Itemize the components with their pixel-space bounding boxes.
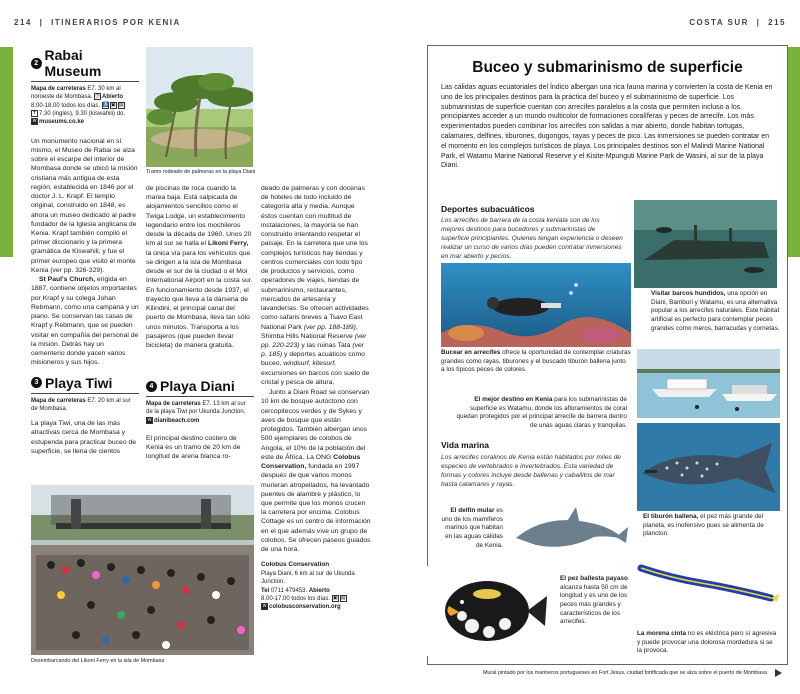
left-header	[14, 18, 181, 27]
tel-label: Tel	[261, 587, 270, 594]
wreck-caption-text: una opción en Diani, Bamburi y Watamu, es una alternativa popular a los arrecifes naturales. Este hábitat artificial es perfecto para contemplar peces grandes como meros, barracudas y cornetas.	[651, 290, 780, 332]
right-header-title: COSTA SUR	[689, 18, 749, 27]
reef-diver-photo	[441, 263, 631, 347]
guide-icon: ▤	[118, 101, 124, 108]
diani-location: E7. 13 km al sur de la playa Tiwi por Ukunda Junction.	[146, 401, 246, 416]
diani-web-link[interactable]: dianibeach.com	[154, 417, 200, 424]
vida-marina-heading: Vida marina	[441, 440, 490, 450]
vida-marina-intro: Los arrecifes coralinos de Kenia están habitados por miles de especies de vertebrados e invertebrados. Esta variedad de formas y colores incluye desde ballenas y caballitos de mar hasta calamares y rayas.	[441, 454, 621, 489]
left-page-number: 214	[14, 18, 32, 27]
reef-caption-text: ofrece la oportunidad de contemplar criaturas grandes como rayas, tiburones y el buscado tiburón ballena junto a los típicos peces de colores.	[441, 349, 631, 374]
church-icon: ✝	[32, 109, 37, 116]
whale-shark-caption-text: el pez más grande del planeta, es inofensivo pues se alimenta de plancton.	[643, 513, 764, 538]
rabai-hours: 8.00-18.00 todos los días.	[31, 102, 101, 109]
col3-text-c: , Shimba Hills National Reserve	[261, 323, 358, 340]
col3-ref-2: (ver pp. 220-223)	[261, 332, 367, 349]
colobus-hours: 8.00-17.00 todos los días.	[261, 596, 331, 603]
rabai-heading	[31, 47, 139, 79]
mural-caption-text: Mural pintado por los marineros portugueses en Fort Jesus, ciudad fortificada que se alza sobre el puerto de Mombasa	[482, 670, 767, 676]
reef-caption	[441, 349, 631, 375]
col3-text-i: excursiones en barcos con suelo de cristal y pesca de altura.	[261, 369, 370, 386]
shipwreck-photo	[634, 200, 777, 288]
moray-caption	[637, 630, 777, 656]
left-header-title: ITINERARIOS POR KENIA	[51, 18, 181, 27]
palm-caption: Tramo rodeado de palmeras en la playa Diani	[146, 169, 256, 175]
tiwi-body	[31, 419, 139, 456]
tiwi-title: Playa Tiwi	[45, 374, 113, 391]
rabai-service: 7.30 (inglés), 9.30 (kiswahili) do.	[39, 111, 126, 118]
watamu-caption-bold: El mejor destino en Kenia	[474, 396, 553, 403]
right-header-sep: |	[756, 18, 761, 27]
colobus-open: Abierto	[308, 587, 330, 594]
triggerfish-photo	[427, 566, 555, 656]
diani-number-badge: 4	[146, 381, 157, 392]
ferry-photo	[31, 485, 254, 655]
diani-section	[146, 378, 254, 462]
moray-caption-bold: La morena cinta	[637, 630, 687, 637]
triggerfish-caption	[560, 575, 630, 627]
colobus-info	[261, 561, 371, 611]
col3-sports-italic: windsurf, kitesurf,	[283, 360, 337, 368]
palm-beach-photo	[146, 47, 253, 167]
col2-body	[146, 184, 254, 350]
col3-text-a: deado de palmeras y con docenas de hoteles de todo incluido de categoría alta y media. Aunque éstos cuentan con multitud de instalaciones, la mayoría se han construido intentando respetar el paisaje. En la carretera que une los complejos turísticos hay tiendas y centros comerciales con todo tipo de productos y servicios, como operadores de viajes, tiendas de submarinismo, restaurantes, mercados de artesanía y lavanderías. Se ofrecen actividades como safaris breves a Tsavo East National Park	[261, 185, 369, 331]
rabai-title: Rabai Museum	[44, 47, 102, 79]
moray-caption-text: no es eléctrica pero sí agresiva y puede provocar una dolorosa mordedura si se la provoca.	[637, 630, 777, 655]
wreck-caption	[651, 290, 781, 333]
st-pauls-bold: St Paul's Church,	[39, 276, 96, 284]
next-page-arrow-icon	[775, 669, 782, 677]
dolphin-caption	[441, 507, 503, 550]
diani-body	[146, 434, 254, 462]
triggerfish-caption-text: alcanza hasta 50 cm de longitud y es uno de los peces más grandes y característicos de los arrecifes.	[560, 583, 628, 626]
guide-icon: ▤	[340, 595, 346, 601]
right-page-number: 215	[768, 18, 786, 27]
colobus-bold: Colobus Conservation,	[261, 453, 361, 471]
diani-heading	[146, 378, 254, 394]
col3-body	[261, 184, 371, 612]
rabai-web-link[interactable]: museums.co.ke	[39, 119, 85, 126]
dolphin-photo	[506, 493, 631, 565]
right-green-tab	[787, 47, 800, 257]
rabai-body	[31, 137, 139, 368]
tiwi-heading	[31, 375, 139, 391]
moray-eel-photo	[631, 548, 781, 628]
diani-title: Playa Diani	[160, 378, 235, 394]
likoni-ferry-bold: Likoni Ferry,	[207, 240, 249, 248]
colobus-info-title: Colobus Conservation	[261, 561, 330, 569]
shop-icon: ▣	[110, 101, 116, 108]
colobus-phone[interactable]: 0711 479453.	[269, 587, 308, 594]
watamu-caption	[451, 396, 627, 431]
tiwi-rule	[31, 393, 139, 394]
rabai-number-badge: 2	[31, 58, 42, 69]
col3-p2-c: fundada en 1997 después de que varios monos murieran atropellados, ha levantado puentes de alambre y plástico, lo que permite que los monos crucen la carretera por encima. Colobus Cottage es un centro de información en el que además vive un grupo de colobos. Se ofrecen paseos guiados de una hora.	[261, 463, 371, 554]
colobus-location: Playa Diani, 6 km al sur de Ukunda Junction.	[261, 571, 355, 586]
rabai-open-label: Abierto	[102, 94, 124, 101]
col2-text-a: de piscinas de roca cuando la marea baja. Está salpicada de alojamientos sencillos como el Twiga Lodge, un establecimiento legendario entre los mochileros desde la década de 1960. Unos 20 km al sur se halla el	[146, 185, 252, 248]
tiwi-paragraph: La playa Tiwi, una de las más atractivas cerca de Mombasa y estupenda para practicar buceo de superficie, se llena de cientos	[31, 420, 137, 455]
tiwi-info	[31, 397, 139, 414]
rabai-section	[31, 47, 139, 456]
diani-paragraph: El principal destino costero de Kenia es un tramo de 20 km de longitud de arena blanca ro-	[146, 434, 241, 461]
col3-ref-3: (ver p. 185)	[261, 341, 365, 359]
rabai-location: E7. 30 km al noroeste de Mombasa.	[31, 86, 121, 101]
rabai-paragraph-2: erigida en 1887, contiene objetos importantes por Krapf y su colega Johan Rebmann, como una campana y un piano. Se conservan las casas de Krapf y Rebmann, que se pueden visitar en compañía del personal de la misión. Detrás hay un cementerio donde yacen varios misioneros y sus hijos.	[31, 276, 139, 367]
reef-caption-bold: Bucear en arrecifes	[441, 349, 501, 356]
tiwi-map-label: Mapa de carreteras	[31, 397, 86, 404]
rabai-info	[31, 85, 139, 127]
web-icon: w	[262, 603, 267, 610]
whale-shark-photo	[637, 423, 780, 511]
tiwi-location: E7. 20 km al sur de Mombasa.	[31, 397, 131, 412]
col3-ref-1: (ver pp. 188-189)	[303, 323, 356, 331]
wreck-caption-bold: Visitar barcos hundidos,	[651, 290, 726, 297]
boats-photo	[637, 349, 780, 418]
diani-map-label: Mapa de carreteras	[146, 401, 201, 407]
ferry-caption: Desembarcando del Likoni Ferry en la isla de Mombasa	[31, 658, 165, 664]
rabai-paragraph-1: Un monumento nacional en sí mismo, el Museo de Rabai se alza sobre el escarpe del interior de Mombasa donde se ubicó la misión cristiana más antigua de esta región, establecida en 1846 por el doctor J. L. Krapf. El templo original, construido en 1848, es ahora un museo dedicado al padre fundador de la Iglesia anglicana de Kenia. Krapf también compiló el primer diccionario y la primera gramática de Kiswahili, y fue el primer europeo que visitó el monte Kenia (ver pp. 326-329).	[31, 137, 138, 274]
tiwi-number-badge: 3	[31, 377, 42, 388]
shop-icon: ▣	[332, 595, 338, 601]
dolphin-caption-bold: El delfín mular	[450, 507, 495, 514]
clock-icon: ◷	[95, 93, 100, 100]
col3-text-e: y las ruinas Tata	[299, 341, 353, 349]
left-green-tab	[0, 47, 13, 257]
diani-rule	[146, 396, 254, 397]
box-intro: Las cálidas aguas ecuatoriales del Índico albergan una rica fauna marina y convierten la costa de Kenia en uno de los principales destinos para la práctica del buceo y el submarinismo de superficie. Los submarinistas de superficie cuentan con arrecifes paralelos a la costa que permiten incluso a los principiantes acceder a un mundo multicolor de formaciones coralíferas y peces de arrecife. Los más experimentados pueden combinar los arrecifes con salidas a mar abierto, donde habitan tortugas, calamares, delfines, tiburones, dugongos, rayas y peces de pico. Las inmersiones se pueden contratar en el momento en los complejos turísticos de playa. Los principales destinos son el Malindi Marine National Park, el Watamu Marine National Reserve y el Kisite-Mpunguti Marine Park de Wasini, al sur de la playa Diani.	[441, 84, 773, 170]
col3-p2-a: Junto a Diani Road se conservan 10 km de bosque autóctono con cercopitecos verdes y de Sykes y aves de bosque que están protegidos. También albergan unos 500 ejemplares de colobos de Angola, el 10% de la población del este de África. La ONG	[261, 389, 370, 461]
deportes-intro: Los arrecifes de barrera de la costa keniata son de los mejores destinos para bucedores y submarinistas de superficie principiantes. Quienes tengan experiencia o deseen realizar un curso de varios días pueden contratar inmersiones en mar abierto y pecios.	[441, 217, 623, 261]
box-title: Buceo y submarinismo de superficie	[472, 59, 743, 76]
diani-info	[146, 400, 254, 425]
mural-caption	[483, 670, 767, 676]
col2-text-c: la única vía para los vehículos que se dirigen a la isla de Mombasa desde el sur de la ciudad o el Moi International Airport en la costa sur. En funcionamiento desde 1937, el trayecto que lleva a la dársena de Kilindini, el principal canal del puerto de Mombasa, lleva tan sólo unos minutos. Transporta a los pasajeros (que pueden llevar bicicleta) de manera gratuita.	[146, 249, 253, 349]
col3-text-g: y deportes acuáticos como buceo,	[261, 351, 365, 368]
web-icon: w	[147, 416, 152, 423]
deportes-heading: Deportes subacuáticos	[441, 204, 535, 214]
rabai-rule	[31, 81, 139, 82]
rabai-map-label: Mapa de carreteras	[31, 86, 86, 92]
web-icon: w	[32, 118, 37, 125]
accessibility-icon: ♿	[102, 101, 109, 108]
right-header	[689, 18, 786, 27]
whale-shark-caption-bold: El tiburón ballena,	[643, 513, 699, 520]
left-header-sep: |	[39, 18, 44, 27]
whale-shark-caption	[643, 513, 779, 539]
colobus-web-link[interactable]: colobusconservation.org	[269, 604, 341, 611]
triggerfish-caption-bold: El pez ballesta payaso	[560, 575, 628, 582]
watamu-caption-text: para los submarinistas de superficie es Watamu, donde los afloramientos de coral quedan protegidos por el principal arrecife de barrera dentro de unas aguas claras y tranquilas.	[456, 396, 627, 429]
dolphin-caption-text: es uno de los mamíferos marinos que habitan en las aguas cálidas de Kenia.	[441, 507, 503, 549]
